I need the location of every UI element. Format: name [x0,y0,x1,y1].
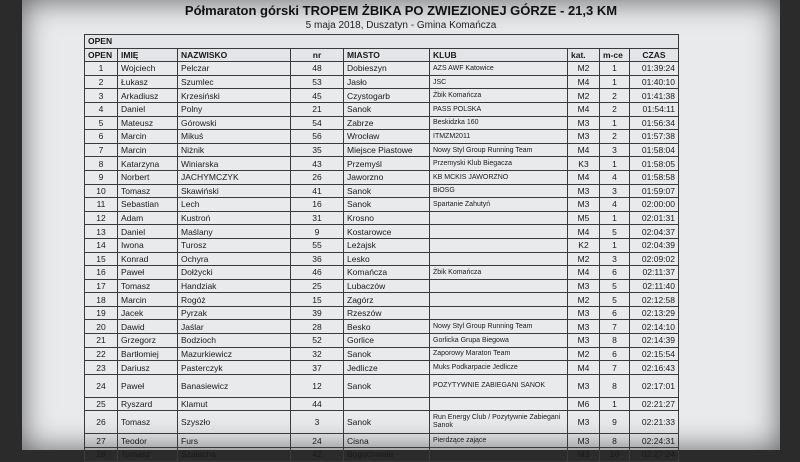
category-cell: M3 [568,130,600,144]
city-cell [344,397,430,411]
category-cell: M2 [568,89,600,103]
time-cell: 02:11:40 [630,279,679,293]
table-row [85,225,679,239]
position-cell: 26 [85,411,118,434]
category-band-row [85,35,679,49]
table-row [85,89,679,103]
time-cell: 02:09:02 [630,252,679,266]
time-cell: 02:27:24 [630,448,679,462]
club-cell: Nowy Styl Group Running Team [430,320,568,334]
time-cell: 01:56:34 [630,116,679,130]
col-header-category: kat. [568,48,600,62]
first-name-cell: Daniel [118,102,178,116]
bib-cell: 48 [291,62,344,76]
table-row [85,75,679,89]
bib-cell: 9 [291,225,344,239]
city-cell: Kostarowce [344,225,430,239]
time-cell: 02:04:37 [630,225,679,239]
category-place-cell: 9 [600,411,630,434]
col-header-time: CZAS [630,48,679,62]
first-name-cell: Grzegorz [118,334,178,348]
last-name-cell: Ochyra [178,252,291,266]
bib-cell: 54 [291,116,344,130]
bib-cell: 44 [291,397,344,411]
category-place-cell: 6 [600,306,630,320]
category-cell: M4 [568,266,600,280]
category-cell: M4 [568,361,600,375]
table-row [85,252,679,266]
category-place-cell: 7 [600,361,630,375]
city-cell: Miejsce Piastowe [344,143,430,157]
category-place-cell: 2 [600,102,630,116]
first-name-cell: Tomasz [118,279,178,293]
last-name-cell: Jaślar [178,320,291,334]
city-cell: Komańcza [344,266,430,280]
time-cell: 02:11:37 [630,266,679,280]
category-cell: M2 [568,62,600,76]
city-cell: Zabrze [344,116,430,130]
category-place-cell: 1 [600,397,630,411]
first-name-cell: Sebastian [118,198,178,212]
table-row [85,361,679,375]
club-cell: Żbik Komańcza [430,89,568,103]
club-cell [430,397,568,411]
header-row [85,48,679,62]
position-cell: 9 [85,170,118,184]
bib-cell: 26 [291,170,344,184]
table-row [85,411,679,434]
category-cell: M5 [568,211,600,225]
last-name-cell: JACHYMCZYK [178,170,291,184]
category-cell: M3 [568,320,600,334]
bib-cell: 15 [291,293,344,307]
table-row [85,143,679,157]
category-place-cell: 1 [600,238,630,252]
first-name-cell: Bartłomiej [118,347,178,361]
table-row [85,306,679,320]
last-name-cell: Skawiński [178,184,291,198]
bib-cell: 25 [291,279,344,293]
last-name-cell: Szumlec [178,75,291,89]
category-cell: M3 [568,198,600,212]
last-name-cell: Turosz [178,238,291,252]
time-cell: 01:58:58 [630,170,679,184]
category-cell: M3 [568,279,600,293]
bib-cell: 35 [291,143,344,157]
bib-cell: 43 [291,157,344,171]
club-cell [430,306,568,320]
club-cell: PASS POLSKA [430,102,568,116]
position-cell: 20 [85,320,118,334]
bib-cell: 3 [291,411,344,434]
category-cell: M3 [568,116,600,130]
position-cell: 17 [85,279,118,293]
page-subtitle: 5 maja 2018, Duszatyn - Gmina Komańcza [305,20,497,31]
time-cell: 02:24:31 [630,434,679,448]
city-cell: Sanok [344,198,430,212]
time-cell: 01:57:38 [630,130,679,144]
position-cell: 3 [85,89,118,103]
city-cell: Besko [344,320,430,334]
time-cell: 02:14:39 [630,334,679,348]
position-cell: 7 [85,143,118,157]
city-cell: Boguchwała [344,448,430,462]
category-cell: M4 [568,143,600,157]
bib-cell: 55 [291,238,344,252]
table-row [85,184,679,198]
last-name-cell: Banasiewicz [178,374,291,397]
city-cell: Cisna [344,434,430,448]
city-cell: Sanok [344,347,430,361]
bib-cell: 28 [291,320,344,334]
table-row [85,170,679,184]
first-name-cell: Arkadiusz [118,89,178,103]
city-cell: Dobieszyn [344,62,430,76]
category-place-cell: 10 [600,448,630,462]
time-cell: 02:21:27 [630,397,679,411]
last-name-cell: Pyrzak [178,306,291,320]
category-cell: M2 [568,347,600,361]
club-cell: BiOSG [430,184,568,198]
club-cell: Beskidzka 160 [430,116,568,130]
club-cell: Pierdzące zające [430,434,568,448]
category-cell: K3 [568,157,600,171]
club-cell: Muks Podkarpacie Jedlicze [430,361,568,375]
table-row [85,266,679,280]
category-place-cell: 5 [600,279,630,293]
position-cell: 2 [85,75,118,89]
first-name-cell: Teodor [118,434,178,448]
category-place-cell: 3 [600,184,630,198]
position-cell: 22 [85,347,118,361]
position-cell: 21 [85,334,118,348]
last-name-cell: Krzesiński [178,89,291,103]
bib-cell: 21 [291,102,344,116]
bib-cell: 36 [291,252,344,266]
category-cell: M2 [568,293,600,307]
first-name-cell: Wojciech [118,62,178,76]
city-cell: Lesko [344,252,430,266]
time-cell: 02:14:10 [630,320,679,334]
last-name-cell: Polny [178,102,291,116]
first-name-cell: Marcin [118,143,178,157]
first-name-cell: Tomasz [118,448,178,462]
col-header-bib: nr [291,48,344,62]
category-cell: M6 [568,397,600,411]
time-cell: 02:16:43 [630,361,679,375]
time-cell: 01:59:07 [630,184,679,198]
city-cell: Wrocław [344,130,430,144]
table-row [85,397,679,411]
last-name-cell: Szałacha [178,448,291,462]
last-name-cell: Lech [178,198,291,212]
bib-cell: 39 [291,306,344,320]
table-row [85,102,679,116]
position-cell: 24 [85,374,118,397]
first-name-cell: Paweł [118,266,178,280]
category-cell: M3 [568,448,600,462]
category-place-cell: 6 [600,266,630,280]
last-name-cell: Pelczar [178,62,291,76]
category-place-cell: 8 [600,434,630,448]
bib-cell: 46 [291,266,344,280]
category-cell: M3 [568,374,600,397]
position-cell: 19 [85,306,118,320]
category-cell: M3 [568,306,600,320]
position-cell: 15 [85,252,118,266]
col-header-last-name: NAZWISKO [178,48,291,62]
category-place-cell: 1 [600,157,630,171]
city-cell: Jaworzno [344,170,430,184]
position-cell: 8 [85,157,118,171]
first-name-cell: Ryszard [118,397,178,411]
club-cell: Spartanie Zahutyń [430,198,568,212]
position-cell: 25 [85,397,118,411]
category-place-cell: 1 [600,75,630,89]
last-name-cell: Klamut [178,397,291,411]
category-place-cell: 8 [600,334,630,348]
first-name-cell: Łukasz [118,75,178,89]
category-cell: K2 [568,238,600,252]
bib-cell: 16 [291,198,344,212]
category-place-cell: 1 [600,62,630,76]
club-cell: Przemyski Klub Biegacza [430,157,568,171]
category-place-cell: 2 [600,89,630,103]
table-row [85,238,679,252]
last-name-cell: Kustroń [178,211,291,225]
first-name-cell: Tomasz [118,411,178,434]
last-name-cell: Winiarska [178,157,291,171]
category-cell: M4 [568,170,600,184]
time-cell: 02:21:33 [630,411,679,434]
bib-cell: 53 [291,75,344,89]
time-cell: 01:54:11 [630,102,679,116]
bib-cell: 42 [291,448,344,462]
first-name-cell: Dawid [118,320,178,334]
city-cell: Gorlice [344,334,430,348]
time-cell: 02:17:01 [630,374,679,397]
time-cell: 02:15:54 [630,347,679,361]
first-name-cell: Adam [118,211,178,225]
last-name-cell: Maślany [178,225,291,239]
last-name-cell: Górowski [178,116,291,130]
category-cell: M4 [568,102,600,116]
first-name-cell: Konrad [118,252,178,266]
club-cell: Zaporowy Maraton Team [430,347,568,361]
city-cell: Przemyśl [344,157,430,171]
category-place-cell: 6 [600,347,630,361]
city-cell: Jasło [344,75,430,89]
position-cell: 28 [85,448,118,462]
category-place-cell: 2 [600,130,630,144]
position-cell: 23 [85,361,118,375]
city-cell: Sanok [344,374,430,397]
club-cell [430,238,568,252]
table-row [85,157,679,171]
city-cell: Krosno [344,211,430,225]
table-row [85,130,679,144]
last-name-cell: Mikuś [178,130,291,144]
club-cell: Run Energy Club / Pozytywnie Zabiegani Sanok [430,411,568,434]
time-cell: 01:58:05 [630,157,679,171]
last-name-cell: Mazurkiewicz [178,347,291,361]
first-name-cell: Katarzyna [118,157,178,171]
time-cell: 02:04:39 [630,238,679,252]
results-table [84,34,679,462]
category-place-cell: 1 [600,211,630,225]
table-row [85,320,679,334]
club-cell: Gorlicka Grupa Biegowa [430,334,568,348]
bib-cell: 12 [291,374,344,397]
position-cell: 1 [85,62,118,76]
last-name-cell: Handziak [178,279,291,293]
table-row [85,434,679,448]
first-name-cell: Dariusz [118,361,178,375]
table-row [85,279,679,293]
bib-cell: 32 [291,347,344,361]
position-cell: 18 [85,293,118,307]
position-cell: 16 [85,266,118,280]
category-place-cell: 5 [600,293,630,307]
city-cell: Sanok [344,102,430,116]
last-name-cell: Pasterczyk [178,361,291,375]
col-header-first-name: IMIĘ [118,48,178,62]
time-cell: 02:00:00 [630,198,679,212]
category-cell: M3 [568,434,600,448]
city-cell: Sanok [344,411,430,434]
table-row [85,334,679,348]
category-cell: M2 [568,252,600,266]
table-row [85,347,679,361]
table-row [85,211,679,225]
last-name-cell: Rogóż [178,293,291,307]
category-place-cell: 4 [600,198,630,212]
table-row [85,293,679,307]
first-name-cell: Paweł [118,374,178,397]
city-cell: Sanok [344,184,430,198]
first-name-cell: Marcin [118,293,178,307]
position-cell: 13 [85,225,118,239]
club-cell [430,211,568,225]
time-cell: 01:58:04 [630,143,679,157]
city-cell: Czystogarb [344,89,430,103]
table-row [85,116,679,130]
club-cell: ITMZM2011 [430,130,568,144]
category-place-cell: 3 [600,143,630,157]
col-header-city: MIASTO [344,48,430,62]
position-cell: 5 [85,116,118,130]
position-cell: 14 [85,238,118,252]
club-cell: KB MCKIS JAWORZNO [430,170,568,184]
category-place-cell: 7 [600,320,630,334]
bib-cell: 24 [291,434,344,448]
table-row [85,62,679,76]
category-cell: M3 [568,334,600,348]
first-name-cell: Mateusz [118,116,178,130]
time-cell: 01:40:10 [630,75,679,89]
results-body [85,62,679,461]
city-cell: Rzeszów [344,306,430,320]
position-cell: 12 [85,211,118,225]
position-cell: 11 [85,198,118,212]
club-cell [430,279,568,293]
city-cell: Jedlicze [344,361,430,375]
results-sheet [22,0,780,460]
position-cell: 4 [85,102,118,116]
category-cell: M3 [568,411,600,434]
col-header-category-place: m-ce [600,48,630,62]
time-cell: 01:41:38 [630,89,679,103]
city-cell: Lubaczów [344,279,430,293]
bib-cell: 52 [291,334,344,348]
bib-cell: 31 [291,211,344,225]
bib-cell: 56 [291,130,344,144]
club-cell [430,252,568,266]
category-place-cell: 5 [600,225,630,239]
table-row [85,374,679,397]
col-header-club: KLUB [430,48,568,62]
first-name-cell: Iwona [118,238,178,252]
category-cell: M4 [568,75,600,89]
position-cell: 6 [85,130,118,144]
city-cell: Leżajsk [344,238,430,252]
club-cell [430,293,568,307]
position-cell: 27 [85,434,118,448]
category-place-cell: 8 [600,374,630,397]
time-cell: 01:39:24 [630,62,679,76]
bib-cell: 45 [291,89,344,103]
first-name-cell: Daniel [118,225,178,239]
last-name-cell: Niżnik [178,143,291,157]
bib-cell: 37 [291,361,344,375]
page-title: Półmaraton górski TROPEM ŻBIKA PO ZWIEZIONEJ GÓRZE - 21,3 KM [184,3,618,18]
first-name-cell: Tomasz [118,184,178,198]
col-header-position: OPEN [85,48,118,62]
category-band: OPEN [85,35,679,49]
last-name-cell: Furs [178,434,291,448]
club-cell: AZS AWF Katowice [430,62,568,76]
category-place-cell: 3 [600,252,630,266]
category-cell: M3 [568,184,600,198]
last-name-cell: Dołżycki [178,266,291,280]
time-cell: 02:01:31 [630,211,679,225]
club-cell: JSC [430,75,568,89]
category-cell: M4 [568,225,600,239]
first-name-cell: Norbert [118,170,178,184]
club-cell: Nowy Styl Group Running Team [430,143,568,157]
last-name-cell: Szyszło [178,411,291,434]
club-cell: POZYTYWNIE ZABIEGANI SANOK [430,374,568,397]
city-cell: Zagórz [344,293,430,307]
category-place-cell: 1 [600,116,630,130]
first-name-cell: Jacek [118,306,178,320]
club-cell [430,225,568,239]
position-cell: 10 [85,184,118,198]
time-cell: 02:12:58 [630,293,679,307]
last-name-cell: Bodzioch [178,334,291,348]
bib-cell: 41 [291,184,344,198]
category-place-cell: 4 [600,170,630,184]
first-name-cell: Marcin [118,130,178,144]
time-cell: 02:13:29 [630,306,679,320]
club-cell: Żbik Komańcza [430,266,568,280]
table-row [85,198,679,212]
